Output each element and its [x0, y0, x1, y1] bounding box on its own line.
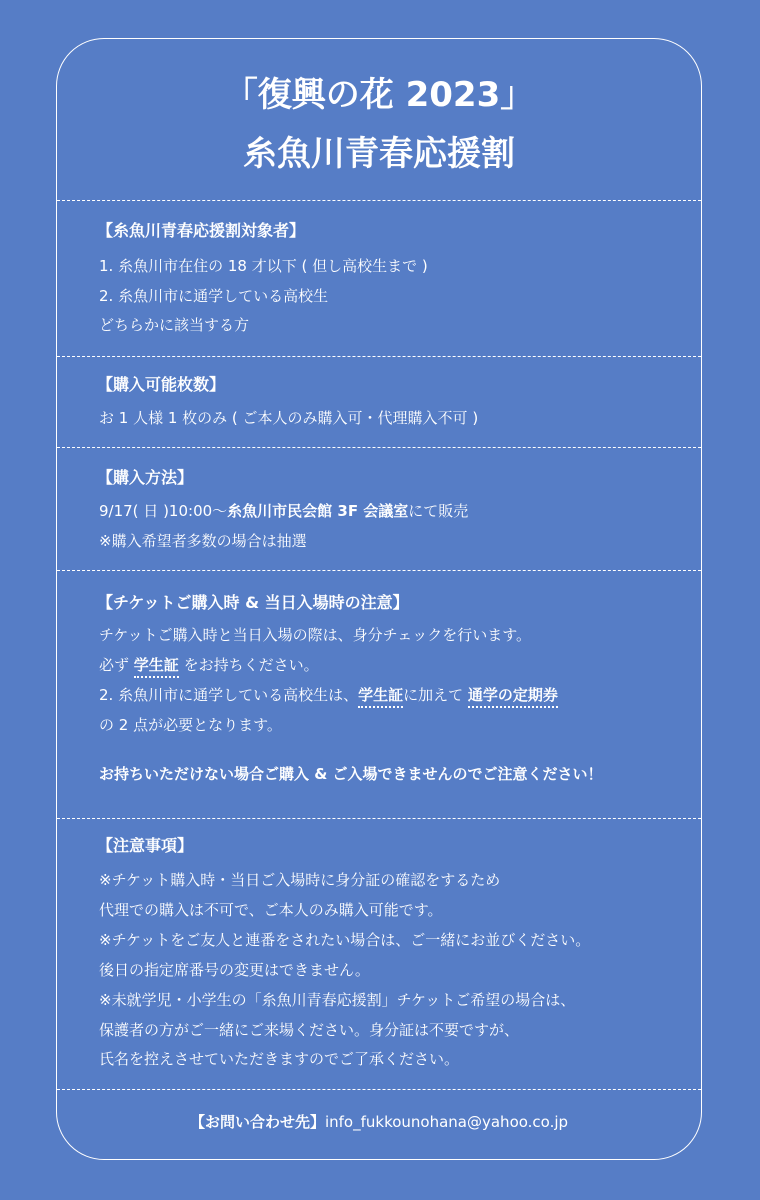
divider: [57, 818, 701, 819]
purchase-date-text: 9/17( 日 )10:00～: [99, 502, 228, 520]
purchase-method-line-1: [99, 500, 468, 522]
purchase-method-heading: 【購入方法】: [97, 468, 194, 487]
purchase-venue-text: 糸魚川市民会館 3F 会議室: [227, 502, 409, 520]
student-id-highlight: 学生証: [358, 686, 403, 708]
divider: [57, 447, 701, 448]
caution-heading: 【注意事項】: [97, 836, 194, 855]
notice-line-2: [99, 654, 319, 676]
contact-footer: [57, 1111, 701, 1133]
caution-line-1: ※チケット購入時・当日ご入場時に身分証の確認をするため: [99, 871, 501, 889]
student-id-highlight: 学生証: [134, 656, 179, 678]
eligibility-heading: 【糸魚川青春応援割対象者】: [97, 221, 306, 240]
notice-line-1: チケットご購入時と当日入場の際は、身分チェックを行います。: [99, 626, 532, 644]
divider: [57, 570, 701, 571]
eligibility-line-2: 2. 糸魚川市に通学している高校生: [99, 287, 329, 305]
notice-line-3: [99, 684, 558, 706]
divider: [57, 1089, 701, 1090]
title-line-2: 糸魚川青春応援割: [243, 134, 515, 174]
purchase-limit-heading: 【購入可能枚数】: [97, 375, 226, 394]
divider: [57, 200, 701, 201]
divider: [57, 356, 701, 357]
notice-heading: 【チケットご購入時 & 当日入場時の注意】: [97, 593, 409, 612]
commuter-pass-highlight: 通学の定期券: [468, 686, 558, 708]
notice-line-3-mid: に加えて: [403, 686, 468, 704]
caution-line-4: 後日の指定席番号の変更はできません。: [99, 961, 370, 979]
notice-line-3-pre: 2. 糸魚川市に通学している高校生は、: [99, 686, 359, 704]
notice-line-2-pre: 必ず: [99, 656, 134, 674]
title-line-1: 「復興の花 2023」: [223, 75, 535, 115]
notice-line-2-post: をお持ちください。: [178, 656, 319, 674]
caution-line-6: 保護者の方がご一緒にご来場ください。身分証は不要ですが、: [99, 1021, 520, 1039]
notice-warning: お持ちいただけない場合ご購入 & ご入場できませんのでご注意ください！: [99, 765, 603, 783]
caution-line-3: ※チケットをご友人と連番をされたい場合は、ご一緒にお並びください。: [99, 931, 591, 949]
purchase-method-line-2: ※購入希望者多数の場合は抽選: [99, 532, 307, 550]
purchase-limit-line: お 1 人様 1 枚のみ ( ご本人のみ購入可・代理購入不可 ): [99, 409, 479, 427]
contact-email: info_fukkounohana@yahoo.co.jp: [324, 1113, 569, 1131]
info-card: [56, 38, 702, 1160]
eligibility-line-3: どちらかに該当する方: [99, 316, 250, 334]
caution-line-7: 氏名を控えさせていただきますのでご了承ください。: [99, 1050, 460, 1068]
notice-line-4: の 2 点が必要となります。: [99, 716, 282, 734]
contact-label: 【お問い合わせ先】: [189, 1113, 325, 1131]
purchase-sale-text: にて販売: [408, 502, 469, 520]
caution-line-5: ※未就学児・小学生の「糸魚川青春応援割」チケットご希望の場合は、: [99, 991, 576, 1009]
eligibility-line-1: 1. 糸魚川市在住の 18 才以下 ( 但し高校生まで ): [99, 257, 428, 275]
caution-line-2: 代理での購入は不可で、ご本人のみ購入可能です。: [99, 901, 443, 919]
